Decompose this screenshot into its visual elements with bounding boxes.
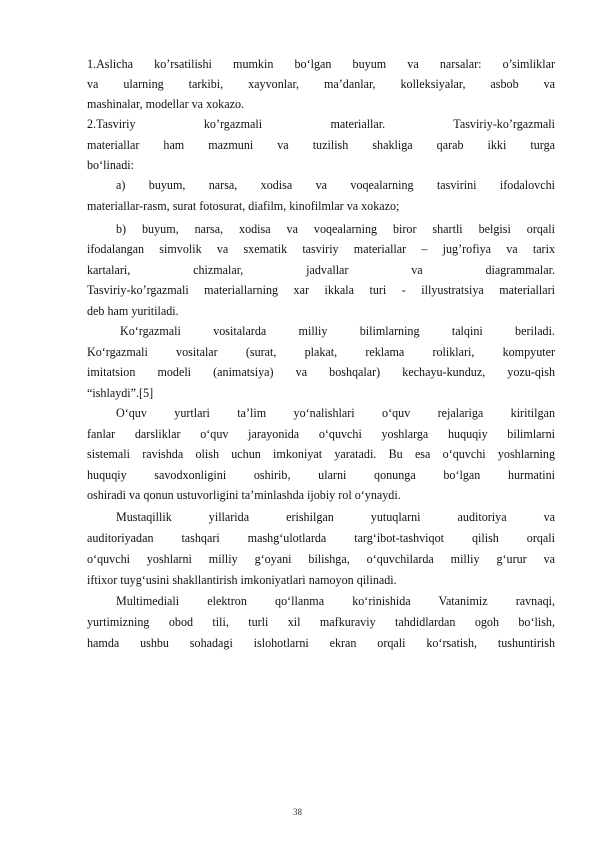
text-line: ifodalangan simvolik va sxematik tasviriy materiallar – jug’rofiya va tarix: [87, 242, 555, 256]
text-line: Multimediali elektron qo‘llanma ko‘rinishida Vatanimiz ravnaqi,: [116, 594, 555, 608]
text-line: sistemali ravishda olish uchun imkoniyat yaratadi. Bu esa o‘quvchi yoshlarning: [87, 447, 555, 461]
text-line: deb ham yuritiladi.: [87, 304, 179, 318]
text-line: yurtimizning obod tili, turli xil mafkuraviy tahdidlardan ogoh bo‘lish,: [87, 615, 555, 629]
text-line: fanlar darsliklar o‘quv jarayonida o‘quvchi yoshlarga huquqiy bilimlarni: [87, 427, 555, 441]
text-line: materiallar-rasm, surat fotosurat, diafilm, kinofilmlar va xokazo;: [87, 199, 400, 213]
text-line: oshiradi va qonun ustuvorligini ta’minlashda ijobiy rol o‘ynaydi.: [87, 488, 401, 502]
text-line: 1.Aslicha ko’rsatilishi mumkin bo‘lgan buyum va narsalar: o’simliklar: [87, 57, 555, 71]
text-line: b) buyum, narsa, xodisa va voqealarning biror shartli belgisi orqali: [116, 222, 555, 236]
page-number: 38: [293, 807, 302, 817]
text-line: hamda ushbu sohadagi islohotlarni ekran orqali ko‘rsatish, tushuntirish: [87, 636, 555, 650]
text-line: kartalari, chizmalar, jadvallar va diagrammalar.: [87, 263, 555, 277]
text-line: bo‘linadi:: [87, 158, 135, 172]
text-line: “ishlaydi”.[5]: [87, 386, 154, 400]
text-line: materiallar ham mazmuni va tuzilish shakliga qarab ikki turga: [87, 138, 555, 152]
text-line: a) buyum, narsa, xodisa va voqealarning tasvirini ifodalovchi: [116, 178, 555, 192]
text-line: iftixor tuyg‘usini shakllantirish imkoniyatlari namoyon qilinadi.: [87, 573, 397, 587]
text-line: 2.Tasviriy ko’rgazmali materiallar. Tasviriy-ko’rgazmali: [87, 117, 555, 131]
text-line: va ularning tarkibi, xayvonlar, ma’danlar, kolleksiyalar, asbob va: [87, 77, 555, 91]
text-line: Ko‘rgazmali vositalar (surat, plakat, reklama roliklari, kompyuter: [87, 345, 555, 359]
text-line: Mustaqillik yillarida erishilgan yutuqlarni auditoriya va: [116, 510, 555, 524]
text-line: Ko‘rgazmali vositalarda milliy bilimlarning talqini beriladi.: [120, 324, 555, 338]
text-line: imitatsion modeli (animatsiya) va boshqalar) kechayu-kunduz, yozu-qish: [87, 365, 555, 379]
text-line: o‘quvchi yoshlarni milliy g‘oyani bilishga, o‘quvchilarda milliy g‘urur va: [87, 552, 555, 566]
text-line: huquqiy savodxonligini oshirib, ularni qonunga bo‘lgan hurmatini: [87, 468, 555, 482]
text-line: Tasviriy-ko’rgazmali materiallarning xar ikkala turi - illyustratsiya materiallari: [87, 283, 555, 297]
text-line: mashinalar, modellar va xokazo.: [87, 97, 245, 111]
text-line: auditoriyadan tashqari mashg‘ulotlarda targ‘ibot-tashviqot qilish orqali: [87, 531, 555, 545]
text-line: O‘quv yurtlari ta’lim yo‘nalishlari o‘quv rejalariga kiritilgan: [116, 406, 555, 420]
